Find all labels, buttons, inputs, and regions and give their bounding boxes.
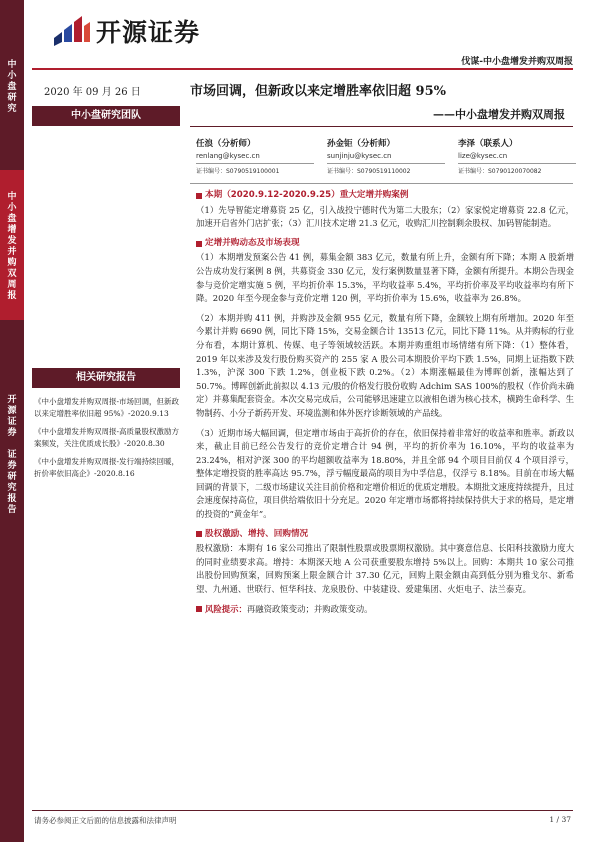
report-title: 市场回调，但新政以来定增胜率依旧超 95% — [190, 84, 446, 99]
brand-name: 开源证券 — [96, 18, 201, 47]
left-sidebar-strip — [0, 0, 24, 842]
square-bullet-icon — [196, 193, 202, 199]
related-reports-list — [34, 396, 182, 486]
sidebar-bottom-label: 开 源 证 券 证 券 研 究 报 告 — [0, 395, 24, 516]
brand-logo-icon — [52, 16, 92, 46]
analyst-list — [196, 137, 576, 175]
related-report-link[interactable]: 《中小盘增发并购双周报-高质量股权激励方案频发，关注优质成长股》-2020.8.30 — [34, 427, 180, 448]
paragraph: 股权激励：本期有 16 家公司推出了限制性股票或股票期权激励。其中赛意信息、长阳科技激励力度大的同时业绩要求高。增持：本期深天地 A 公司获重要股东增持 5%以上。回购：本期共 10 家公司推出股份回购预案，回购预案上限金额合计 37.30 亿元，回购上限金额由高到低分别为雅戈尔、新希望、九州通、世联行、恒华科技、龙泉股份、中装建设、爱建集团、火炬电子、法兰泰克。 — [196, 543, 574, 595]
analyst-card — [196, 137, 314, 175]
analyst-divider — [190, 183, 573, 184]
footer-disclaimer: 请务必参阅正文后面的信息披露和法律声明 — [34, 816, 177, 825]
report-subtitle: ——中小盘增发并购双周报 — [433, 108, 565, 121]
analyst-email[interactable]: renlang@kysec.cn — [196, 152, 260, 160]
report-series-label: 伐谋-中小盘增发并购双周报 — [461, 57, 573, 67]
square-bullet-icon — [196, 606, 202, 612]
section-heading: 定增并购动态及市场表现 — [196, 237, 574, 251]
paragraph: （2）本期并购 411 例，并购涉及金额 955 亿元，数量有所下降，金额较上期有所增加。2020 年至今累计并购 6690 例，同比下降 15%，交易金额合计 13513 亿元，同比下降 11%。从并购标的行业分布看，本期计算机、传媒、电子等领域较活跃。本期并购重组市场情绪有所下降：（1）整体看，2019 年以来涉及发行股份购买资产的 255 家 A 股公司本期股价平均下跌 1.5%，同期上证指数下跌 1.3%，沪深 300 下跌 1.2%，创业板下跌 0.2%。（2）本期涨幅最佳为博晖创新，涨幅达到了 50.7%。博晖创新此前拟以 4.13 元/股的价格发行股份收购 Adchim SAS 100%的股权（作价尚未确定）并募集配套资金。本次交易完成后，公司能够迅速建立以液相色谱为核心技术，横跨生命科学、生物制药、小分子新药开发、环境监测和体外医疗诊断领域的产品线。 — [196, 312, 574, 418]
analyst-email[interactable]: sunjinju@kysec.cn — [327, 152, 392, 160]
team-badge: 中小盘研究团队 — [32, 106, 180, 126]
related-report-link[interactable]: 《中小盘增发并购双周报-市场回调，但新政以来定增胜率依旧超 95%》-2020.9.13 — [34, 397, 180, 418]
paragraph: （1）先导智能定增募资 25 亿，引入战投宁德时代为第二大股东；（2）家家悦定增募资 22.8 亿元，加速开启省外门店扩张；（3）汇川技术定增 21.3 亿元，收购汇川控制剩余股权、加码智能制造。 — [196, 204, 574, 229]
section-heading: 本期（2020.9.12-2020.9.25）重大定增并购案例 — [196, 189, 574, 203]
title-divider — [190, 126, 573, 127]
analyst-cert: 证书编号：S0790120070082 — [458, 163, 576, 175]
analyst-card — [327, 137, 445, 175]
paragraph: （1）本期增发预案公告 41 例，募集金额 383 亿元，数量有所上升，金额有所下降；本期 A 股新增公告成功发行案例 8 例，共募资金 330 亿元，发行案例数量显著下降，金额有所提升。本期公告现金参与竞价定增实施 5 例，平均折价率 15.3%，平均收益率 5.4%，平均折价率及平均收益率均有所下降。2020 年至今现金参与竞价定增 120 例，平均折价率为 15.6%，收益率为 26.8%。 — [196, 252, 574, 304]
brand-logo — [52, 14, 200, 48]
analyst-name: 孙金钜（分析师） — [327, 139, 396, 149]
square-bullet-icon — [196, 241, 202, 247]
analyst-cert: 证书编号：S0790519110002 — [327, 163, 445, 175]
analyst-name: 李泽（联系人） — [458, 139, 518, 149]
related-reports-header: 相关研究报告 — [32, 368, 180, 388]
square-bullet-icon — [196, 531, 202, 537]
report-date: 2020 年 09 月 26 日 — [44, 87, 141, 98]
analyst-cert: 证书编号：S0790519100001 — [196, 163, 314, 175]
paragraph: （3）近期市场大幅回调，但定增市场由于高折价的存在，依旧保持着非常好的收益率和胜率。新政以来，截止目前已经公告发行的竞价定增合计 94 例，平均的折价率为 16.10%，平均的收益率为 23.24%，相对沪深 300 的平均超额收益率为 18.80%，并且全部 94 个项目目前仅 4 个项目浮亏，整体定增投资的胜率高达 95.7%，浮亏幅度最高的项目为中孚信息，仅浮亏 8.18%。目前在市场大幅回调的背景下，二级市场建议关注目前价格和定增价相近的优质定增股。本期批文速度持续提升，且过会速度保持高位，项目供给端依旧十分充足。2020 年定增市场都将持续保持供大于求的格局，是定增的投资的“黄金年”。 — [196, 427, 574, 520]
analyst-name: 任浪（分析师） — [196, 139, 256, 149]
header-divider — [32, 68, 573, 70]
section-heading: 股权激励、增持、回购情况 — [196, 528, 574, 542]
related-report-link[interactable]: 《中小盘增发并购双周报-发行端持续回暖，折价率依旧高企》-2020.8.16 — [34, 457, 180, 478]
sidebar-top-label: 中 小 盘 研 究 — [0, 60, 24, 115]
sidebar-mid-label: 中 小 盘 增 发 并 购 双 周 报 — [0, 170, 24, 320]
footer-divider — [32, 810, 573, 811]
analyst-card — [458, 137, 576, 175]
risk-warning: 风险提示： 再融资政策变动；并购政策变动。 — [196, 603, 574, 617]
report-body — [196, 186, 574, 616]
page-number: 1 / 37 — [549, 815, 571, 824]
analyst-email[interactable]: lize@kysec.cn — [458, 152, 508, 160]
